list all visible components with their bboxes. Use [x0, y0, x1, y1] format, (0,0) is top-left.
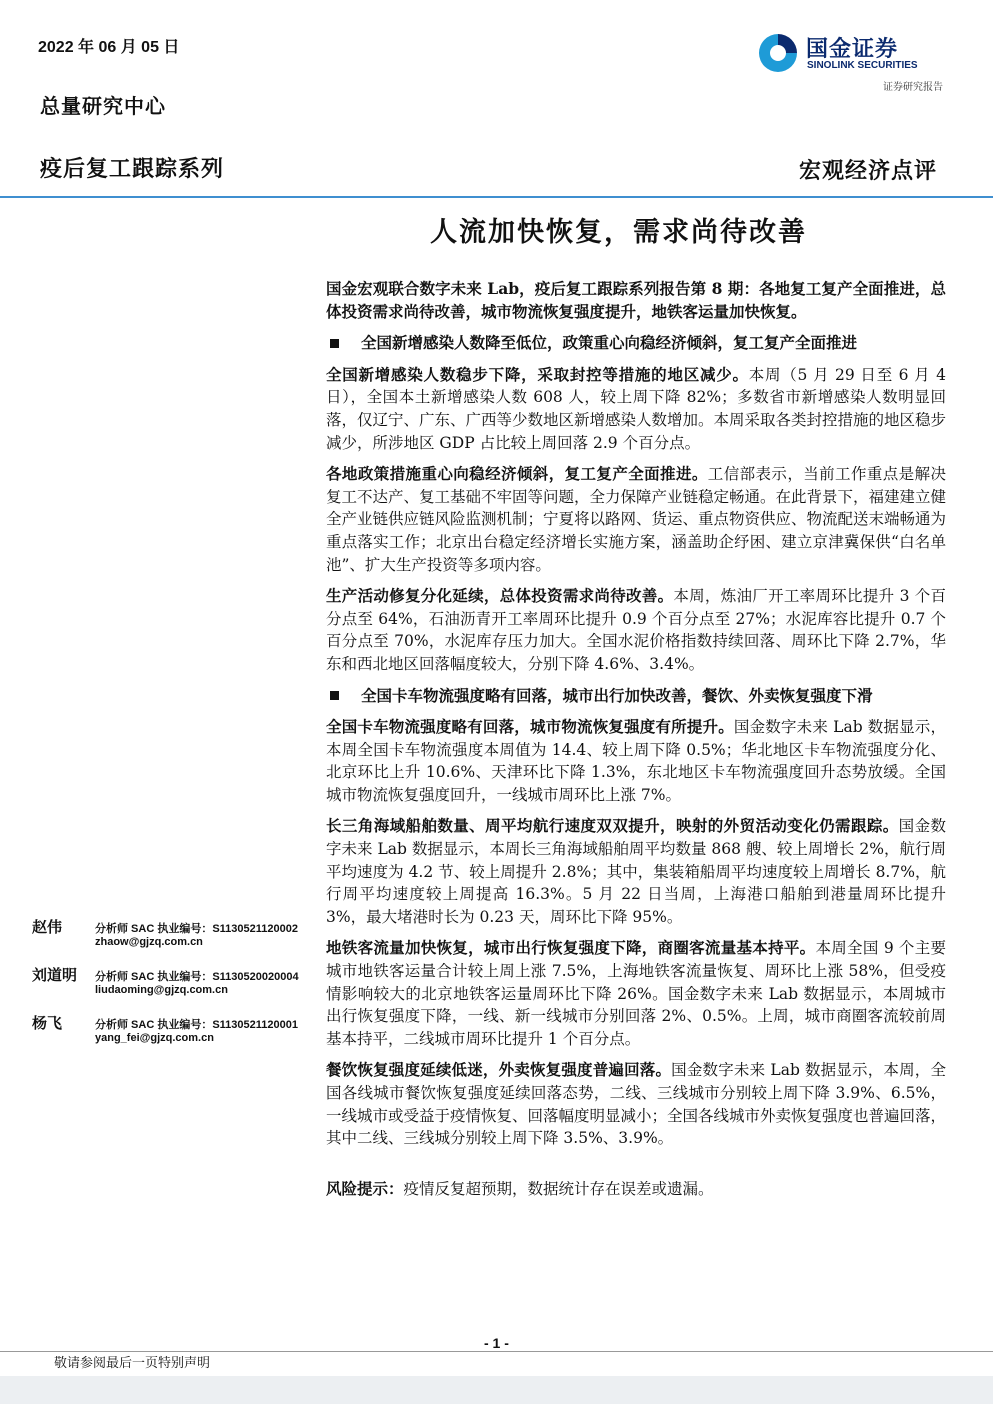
- report-date: 2022 年 06 月 05 日: [38, 39, 180, 56]
- square-bullet-icon: [330, 339, 339, 348]
- section-heading-text: 全国卡车物流强度略有回落，城市出行加快改善，餐饮、外卖恢复强度下滑: [361, 685, 873, 705]
- risk-label: 风险提示：: [326, 1178, 404, 1198]
- section-heading-text: 全国新增感染人数降至低位，政策重心向稳经济倾斜，复工复产全面推进: [361, 333, 858, 353]
- company-logo: [756, 32, 946, 74]
- logo-mark-icon: [756, 32, 800, 74]
- report-category: 证券研究报告: [883, 82, 943, 93]
- paragraph: [326, 716, 946, 806]
- paragraph-lead: 长三角海域船舶数量、周平均航行速度双双提升，映射的外贸活动变化仍需跟踪。: [326, 816, 899, 836]
- report-title: 人流加快恢复，需求尚待改善: [430, 217, 807, 248]
- paragraph: [326, 585, 946, 675]
- paragraph-lead: 生产活动修复分化延续，总体投资需求尚待改善。: [326, 586, 674, 606]
- logo-text-cn: 国金证券: [806, 37, 899, 62]
- analyst-email[interactable]: zhaow@gjzq.com.cn: [95, 936, 203, 948]
- analyst-cert: 分析师 SAC 执业编号：S1130521120002: [95, 923, 298, 935]
- paragraph-lead: 地铁客流量加快恢复，城市出行恢复强度下降，商圈客流量基本持平。: [326, 938, 816, 958]
- square-bullet-icon: [330, 691, 339, 700]
- analyst-entry: [32, 916, 312, 964]
- paragraph: [326, 937, 946, 1050]
- analyst-cert: 分析师 SAC 执业编号：S1130520020004: [95, 971, 299, 983]
- analyst-name: 杨飞: [32, 1014, 63, 1032]
- section-heading-2: [326, 685, 946, 708]
- risk-text: 疫情反复超预期，数据统计存在误差或遗漏。: [403, 1179, 714, 1198]
- paragraph-text: 工信部表示，当前工作重点是解决复工不达产、复工基础不牢固等问题，全力保障产业链稳定畅通。在此背景下，福建建立健全产业链供应链风险监测机制；宁夏将以路网、货运、重点物资供应、物流配送末端畅通为重点落实工作；北京出台稳定经济增长实施方案，涵盖助企纾困、建立京津冀保供“白名单池”、扩大生产投资等多项内容。: [326, 465, 947, 574]
- intro-summary: 国金宏观联合数字未来 Lab，疫后复工跟踪系列报告第 8 期：各地复工复产全面推进，总体投资需求尚待改善，城市物流恢复强度提升，地铁客运量加快恢复。: [326, 279, 946, 321]
- analyst-email[interactable]: liudaoming@gjzq.com.cn: [95, 984, 228, 996]
- report-series: 疫后复工跟踪系列: [40, 156, 225, 182]
- paragraph-lead: 全国新增感染人数稳步下降，采取封控等措施的地区减少。: [326, 364, 749, 384]
- analyst-entry: [32, 964, 312, 1012]
- paragraph: [326, 1059, 946, 1149]
- analyst-list: [32, 916, 312, 1060]
- main-content: [326, 278, 946, 1209]
- paragraph-text: 本周，炼油厂开工率周环比提升 3 个百分点至 64%，石油沥青开工率周环比提升 0.9 个百分点至 27%；水泥库容比提升 0.7 个百分点至 70%，水泥库存压力加大。全国水泥价格指数持续回落、周环比下降 2.7%，华东和西北地区回落幅度较大，分别下降 4.6%、3.4%。: [326, 587, 946, 673]
- footer-note: 敬请参阅最后一页特别声明: [54, 1356, 211, 1371]
- paragraph-lead: 餐饮恢复强度延续低迷，外卖恢复强度普遍回落。: [326, 1060, 672, 1080]
- research-center: 总量研究中心: [40, 94, 166, 118]
- paragraph-text: 国金数字未来 Lab 数据显示，本周长三角海域船舶周平均数量 868 艘、较上周增长 2%，航行周平均速度为 4.2 节、较上周提升 2.8%；其中，集装箱船周平均速度较上周增长 8.7%，航行周平均速度较上周提高 16.3%。5 月 22 日当周，上海港口船舶到港量周环比提升 3%，最大堵港时长为 0.23 天，周环比下降 95%。: [326, 817, 946, 926]
- paragraph: [326, 463, 946, 576]
- bottom-band: [0, 1376, 993, 1404]
- paragraph-text: 本周（5 月 29 日至 6 月 4 日），全国本土新增感染人数 608 人，较上周下降 82%；多数省市新增感染人数明显回落，仅辽宁、广东、广西等少数地区新增感染人数增加。本周采取各类封控措施的地区稳步减少，所涉地区 GDP 占比较上周回落 2.9 个百分点。: [326, 365, 947, 452]
- paragraph: [326, 364, 946, 454]
- risk-warning: [326, 1178, 946, 1201]
- analyst-cert: 分析师 SAC 执业编号：S1130521120001: [95, 1019, 298, 1031]
- analyst-name: 刘道明: [32, 966, 78, 984]
- paragraph-text: 国金数字未来 Lab 数据显示，本周全国卡车物流强度本周值为 14.4、较上周下降 0.5%；华北地区卡车物流强度分化、北京环比上升 10.6%、天津环比下降 1.3%，东北地区卡车物流强度回升态势放缓。全国城市物流恢复强度回升，一线城市周环比上涨 7%。: [326, 718, 946, 804]
- analyst-name: 赵伟: [32, 918, 63, 936]
- page-number: - 1 -: [484, 1335, 509, 1351]
- paragraph-lead: 各地政策措施重心向稳经济倾斜，复工复产全面推进。: [326, 464, 708, 484]
- analyst-entry: [32, 1012, 312, 1060]
- paragraph-lead: 全国卡车物流强度略有回落，城市物流恢复强度有所提升。: [326, 717, 734, 737]
- report-type: 宏观经济点评: [798, 158, 937, 184]
- section-heading-1: [326, 332, 946, 355]
- paragraph-text: 本周全国 9 个主要城市地铁客运量合计较上周上涨 7.5%，上海地铁客流量恢复、周环比上涨 58%，但受疫情影响较大的北京地铁客运量周环比下降 26%。国金数字未来 Lab 数据显示，本周城市出行恢复强度下降，一线、新一线城市分别回落 2%、0.5%。上周，城市商圈客流较前周基本持平，二线城市周环比提升 1 个百分点。: [326, 939, 946, 1048]
- paragraph: [326, 815, 946, 928]
- analyst-email[interactable]: yang_fei@gjzq.com.cn: [95, 1032, 214, 1044]
- paragraph-text: 国金数字未来 Lab 数据显示，本周，全国各线城市餐饮恢复强度延续回落态势，二线、三线城市分别较上周下降 3.9%、6.5%，一线城市或受益于疫情恢复、回落幅度明显减小；全国各线城市外卖恢复强度也普遍回落，其中二线、三线城分别较上周下降 3.5%、3.9%。: [326, 1061, 947, 1148]
- logo-text-en: SINOLINK SECURITIES: [807, 60, 918, 71]
- header-divider: [0, 196, 993, 198]
